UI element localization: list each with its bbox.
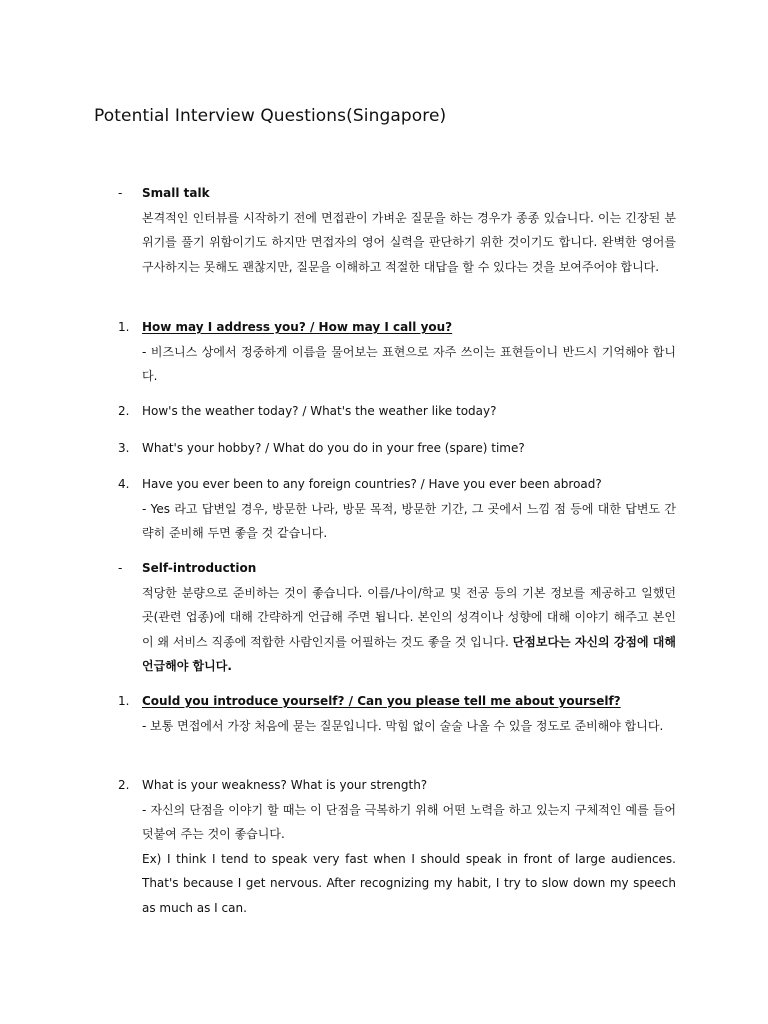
list-item — [118, 315, 678, 389]
item-number: 2. — [118, 778, 130, 792]
question-text: How may I address you? / How may I call you? — [142, 320, 453, 334]
section-body-emphasis: 단점보다는 자신의 강점에 대해 언급해야 합니다. — [142, 634, 676, 674]
list-item — [118, 689, 678, 738]
item-number: 1. — [118, 320, 130, 334]
example-answer: Ex) I think I tend to speak very fast when I should speak in front of large audiences. That's because I get nervous. After recognizing my habit, I try to slow down my speech as much as I can. — [142, 851, 676, 915]
bullet-marker: - — [118, 186, 123, 200]
section-heading: Self-introduction — [142, 561, 257, 575]
section-self-introduction — [118, 556, 678, 679]
section-small-talk — [118, 181, 678, 279]
bullet-marker: - — [118, 561, 123, 575]
question-text: What's your hobby? / What do you do in your free (spare) time? — [142, 441, 525, 455]
question-text: Could you introduce yourself? / Can you please tell me about yourself? — [142, 694, 621, 708]
question-text: Have you ever been to any foreign countries? / Have you ever been abroad? — [142, 477, 602, 491]
list-item — [118, 472, 678, 546]
section-heading: Small talk — [142, 186, 210, 200]
question-text: How's the weather today? / What's the weather like today? — [142, 404, 497, 418]
question-note: - 자신의 단점을 이야기 할 때는 이 단점을 극복하기 위해 어떤 노력을 하고 있는지 구체적인 예를 들어 덧붙여 주는 것이 좋습니다. — [142, 802, 676, 842]
item-number: 4. — [118, 477, 130, 491]
section-body: 본격적인 인터뷰를 시작하기 전에 면접관이 가벼운 질문을 하는 경우가 종종 있습니다. 이는 긴장된 분위기를 풀기 위함이기도 하지만 면접자의 영어 실력을 판단하기 위한 것이기도 합니다. 완벽한 영어를 구사하지는 못해도 괜찮지만, 질문을 이해하고 적절한 대답을 할 수 있다는 것을 보여주어야 합니다. — [142, 210, 676, 274]
item-number: 1. — [118, 694, 130, 708]
page-title: Potential Interview Questions(Singapore) — [94, 106, 447, 126]
item-number: 2. — [118, 404, 130, 418]
list-item — [118, 436, 678, 461]
list-item — [118, 399, 678, 424]
question-text: What is your weakness? What is your strength? — [142, 778, 428, 792]
question-note: - 비즈니스 상에서 정중하게 이름을 물어보는 표현으로 자주 쓰이는 표현들이니 반드시 기억해야 합니다. — [142, 344, 676, 384]
section-body — [142, 581, 676, 679]
section-body-text: 적당한 분량으로 준비하는 것이 좋습니다. 이름/나이/학교 및 전공 등의 기본 정보를 제공하고 일했던 곳(관련 업종)에 대해 간략하게 언급해 주면 됩니다. 본인의 성격이나 성향에 대해 이야기 해주고 본인이 왜 서비스 직종에 적합한 사람인지를 어필하는 것도 좋을 것 입니다. — [142, 585, 676, 649]
item-number: 3. — [118, 441, 130, 455]
list-item — [118, 773, 678, 921]
question-note: - Yes 라고 답변일 경우, 방문한 나라, 방문 목적, 방문한 기간, 그 곳에서 느낌 점 등에 대한 답변도 간략히 준비해 두면 좋을 것 같습니다. — [142, 501, 676, 541]
question-note: - 보통 면접에서 가장 처음에 묻는 질문입니다. 막힘 없이 술술 나올 수 있을 정도로 준비해야 합니다. — [142, 718, 664, 733]
